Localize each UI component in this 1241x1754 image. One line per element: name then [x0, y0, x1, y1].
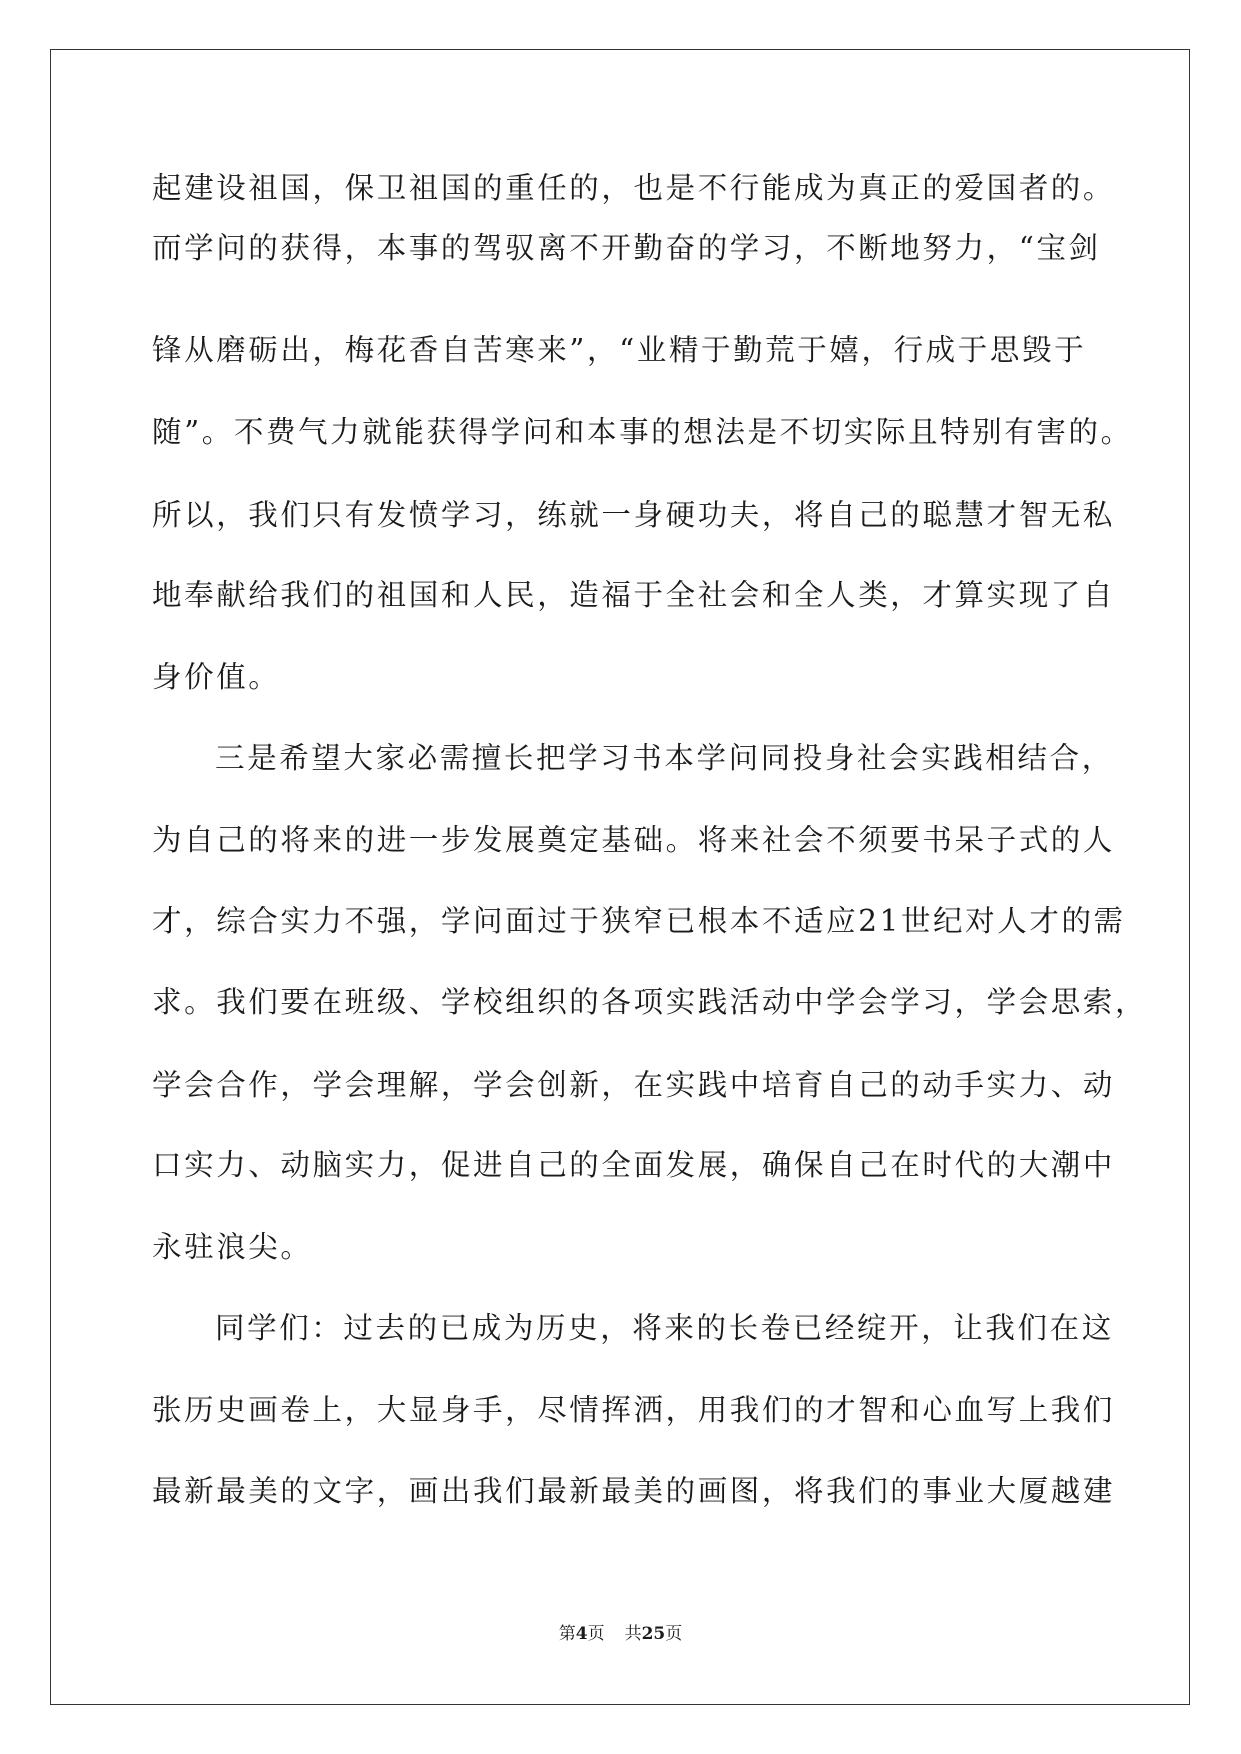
text-line: 身价值。	[152, 660, 281, 694]
text-line: 学会合作，学会理解，学会创新，在实践中培育自己的动手实力、动	[152, 1068, 1116, 1102]
page-number: 4	[575, 1624, 588, 1644]
text-line: 为自己的将来的进一步发展奠定基础。将来社会不须要书呆子式的人	[152, 823, 1116, 857]
text-line: 永驻浪尖。	[152, 1230, 313, 1264]
text-line: 才，综合实力不强，学问面过于狭窄已根本不适应21世纪对人才的需	[152, 904, 1126, 938]
page-prefix: 第	[558, 1624, 576, 1644]
total-suffix: 页	[665, 1624, 683, 1644]
total-pages: 25	[641, 1624, 666, 1644]
page-footer	[0, 1622, 1241, 1646]
text-line: 口实力、动脑实力，促进自己的全面发展，确保自己在时代的大潮中	[152, 1148, 1116, 1182]
paragraph-start-line: 三是希望大家必需擅长把学习书本学问同投身社会实践相结合，	[215, 741, 1114, 775]
page-border	[50, 49, 1190, 1705]
text-line: 最新最美的文字，画出我们最新最美的画图，将我们的事业大厦越建	[152, 1474, 1116, 1508]
total-prefix: 共	[624, 1624, 642, 1644]
text-line: 而学问的获得，本事的驾驭离不开勤奋的学习，不断地努力，“宝剑	[152, 231, 1101, 265]
text-line: 张历史画卷上，大显身手，尽情挥洒，用我们的才智和心血写上我们	[152, 1393, 1116, 1427]
text-line: 起建设祖国，保卫祖国的重任的，也是不行能成为真正的爱国者的。	[152, 171, 1116, 205]
text-line: 求。我们要在班级、学校组织的各项实践活动中学会学习，学会思索，	[152, 985, 1148, 1019]
paragraph-start-line: 同学们：过去的已成为历史，将来的长卷已经绽开，让我们在这	[215, 1311, 1114, 1345]
text-line: 地奉献给我们的祖国和人民，造福于全社会和全人类，才算实现了自	[152, 578, 1116, 612]
text-line: 所以，我们只有发愤学习，练就一身硬功夫，将自己的聪慧才智无私	[152, 498, 1116, 532]
page-suffix: 页	[587, 1624, 605, 1644]
text-line: 随”。不费气力就能获得学问和本事的想法是不切实际且特别有害的。	[152, 415, 1133, 449]
text-line: 锋从磨砺出，梅花香自苦寒来”，“业精于勤荒于嬉，行成于思毁于	[152, 333, 1087, 367]
